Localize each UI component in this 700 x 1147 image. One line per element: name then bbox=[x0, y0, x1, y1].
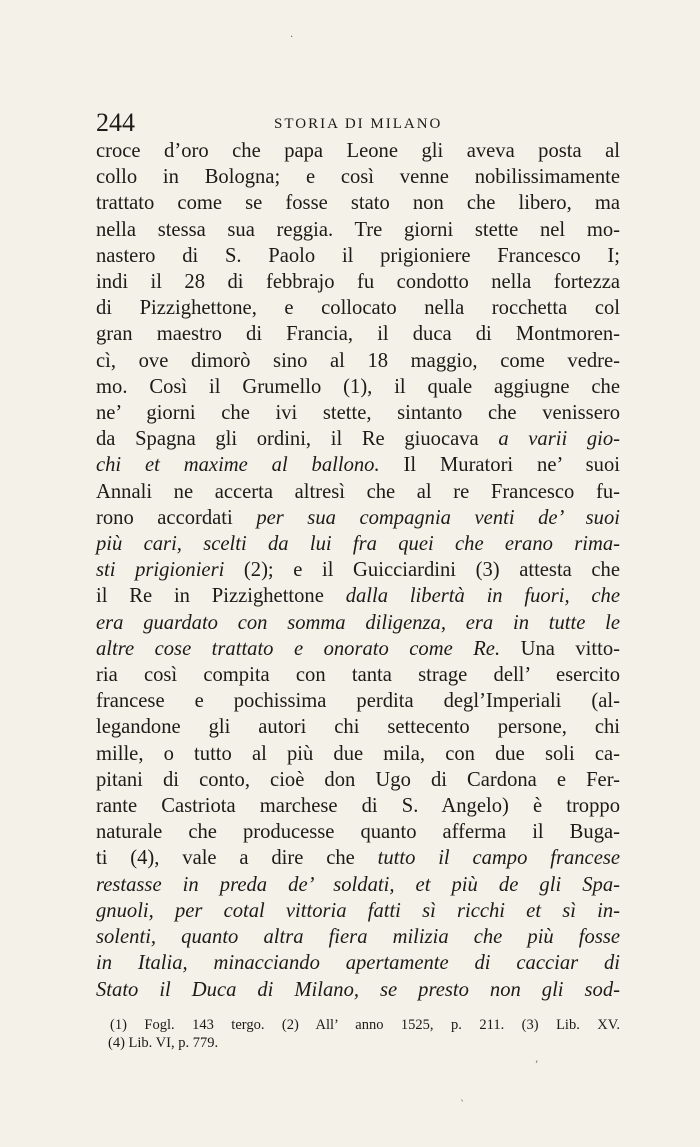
italic-run: tutto il campo francese bbox=[377, 847, 620, 870]
text-run: indi il 28 di febbrajo fu condotto nella fortezza bbox=[96, 271, 620, 294]
text-line bbox=[96, 190, 620, 216]
footnote-line: (1) Fogl. 143 tergo. (2) All’ anno 1525, p. 211. (3) Lib. XV. bbox=[110, 1017, 620, 1033]
text-run: nastero di S. Paolo il prigioniere Francesco I; bbox=[96, 244, 620, 267]
text-line bbox=[96, 217, 620, 243]
italic-run: in Italia, minacciando apertamente di cacciar di bbox=[96, 952, 620, 975]
text-line bbox=[96, 714, 620, 740]
text-run: francese e pochissima perdita degl’Imperiali (al- bbox=[96, 690, 620, 713]
paper-speck: ` bbox=[460, 1100, 465, 1111]
text-run: rono accordati bbox=[96, 506, 257, 529]
text-run: mo. Così il Grumello (1), il quale aggiugne che bbox=[96, 375, 620, 398]
italic-run: altre cose trattato e onorato come Re. bbox=[96, 637, 501, 660]
text-line bbox=[96, 583, 620, 609]
text-line bbox=[96, 636, 620, 662]
text-line bbox=[96, 269, 620, 295]
italic-run: era guardato con somma diligenza, era in tutte le bbox=[96, 611, 620, 634]
italic-run: per sua compagnia venti de’ suoi bbox=[256, 506, 620, 529]
text-line bbox=[96, 793, 620, 819]
text-run: mille, o tutto al più due mila, con due soli ca- bbox=[96, 742, 620, 765]
text-run: trattato come se fosse stato non che libero, ma bbox=[96, 192, 620, 215]
text-line bbox=[96, 426, 620, 452]
text-line bbox=[96, 138, 620, 164]
paper-speck: ’ bbox=[535, 1060, 539, 1071]
text-line bbox=[96, 243, 620, 269]
text-line bbox=[96, 977, 620, 1003]
footnote-line: (4) Lib. VI, p. 779. bbox=[108, 1035, 219, 1051]
text-run: legandone gli autori chi settecento persone, chi bbox=[96, 716, 620, 739]
text-line bbox=[96, 557, 620, 583]
italic-run: a varii gio- bbox=[498, 428, 620, 451]
text-line bbox=[96, 898, 620, 924]
text-run: naturale che producesse quanto afferma il Buga- bbox=[96, 821, 620, 844]
text-run: Il Muratori ne’ suoi bbox=[379, 454, 620, 477]
paper-speck: · bbox=[290, 32, 294, 43]
italic-run: chi et maxime al ballono. bbox=[96, 454, 380, 477]
body-text bbox=[96, 138, 620, 1003]
text-run: collo in Bologna; e così venne nobilissimamente bbox=[96, 166, 620, 189]
text-run: il Re in Pizzighettone bbox=[96, 585, 346, 608]
italic-run: sti prigionieri bbox=[96, 559, 225, 582]
italic-run: solenti, quanto altra fiera milizia che più fosse bbox=[96, 926, 620, 949]
text-line bbox=[96, 400, 620, 426]
italic-run: dalla libertà in fuori, che bbox=[345, 585, 620, 608]
text-run: ti (4), vale a dire che bbox=[96, 847, 378, 870]
text-run: Annali ne accerta altresì che al re Francesco fu- bbox=[96, 480, 620, 503]
running-title: STORIA DI MILANO bbox=[274, 116, 443, 132]
italic-run: Stato il Duca di Milano, se presto non gli sod- bbox=[96, 978, 620, 1001]
text-run: da Spagna gli ordini, il Re giuocava bbox=[96, 428, 499, 451]
text-run: (2); e il Guicciardini (3) attesta che bbox=[224, 559, 620, 582]
text-line bbox=[96, 767, 620, 793]
text-run: rante Castriota marchese di S. Angelo) è troppo bbox=[96, 795, 620, 818]
text-line bbox=[96, 950, 620, 976]
text-line bbox=[96, 321, 620, 347]
text-line bbox=[96, 741, 620, 767]
text-line bbox=[96, 374, 620, 400]
text-run: nella stessa sua reggia. Tre giorni stette nel mo- bbox=[96, 218, 620, 241]
text-line bbox=[96, 295, 620, 321]
text-line bbox=[96, 452, 620, 478]
text-line bbox=[96, 610, 620, 636]
text-line bbox=[96, 845, 620, 871]
text-run: di Pizzighettone, e collocato nella rocchetta col bbox=[96, 297, 620, 320]
text-run: cì, ove dimorò sino al 18 maggio, come vedre- bbox=[96, 349, 620, 372]
text-line bbox=[96, 924, 620, 950]
italic-run: restasse in preda de’ soldati, et più de gli Spa- bbox=[96, 873, 620, 896]
italic-run: gnuoli, per cotal vittoria fatti sì ricchi et sì in- bbox=[96, 899, 620, 922]
text-line bbox=[96, 164, 620, 190]
text-line bbox=[96, 531, 620, 557]
text-run: Una vitto- bbox=[500, 637, 620, 660]
text-line bbox=[96, 819, 620, 845]
italic-run: più cari, scelti da lui fra quei che erano rima- bbox=[96, 533, 620, 556]
text-run: pitani di conto, cioè don Ugo di Cardona e Fer- bbox=[96, 768, 620, 791]
text-line bbox=[96, 688, 620, 714]
page-header bbox=[96, 108, 616, 140]
text-run: gran maestro di Francia, il duca di Montmoren- bbox=[96, 323, 620, 346]
text-line bbox=[96, 872, 620, 898]
text-run: ria così compita con tanta strage dell’ esercito bbox=[96, 664, 620, 687]
text-line bbox=[96, 348, 620, 374]
text-line bbox=[96, 479, 620, 505]
text-line bbox=[96, 505, 620, 531]
text-run: croce d’oro che papa Leone gli aveva posta al bbox=[96, 140, 620, 162]
page-number: 244 bbox=[96, 108, 135, 137]
footnotes bbox=[110, 1016, 630, 1052]
text-line bbox=[96, 662, 620, 688]
text-run: ne’ giorni che ivi stette, sintanto che venissero bbox=[96, 402, 620, 425]
